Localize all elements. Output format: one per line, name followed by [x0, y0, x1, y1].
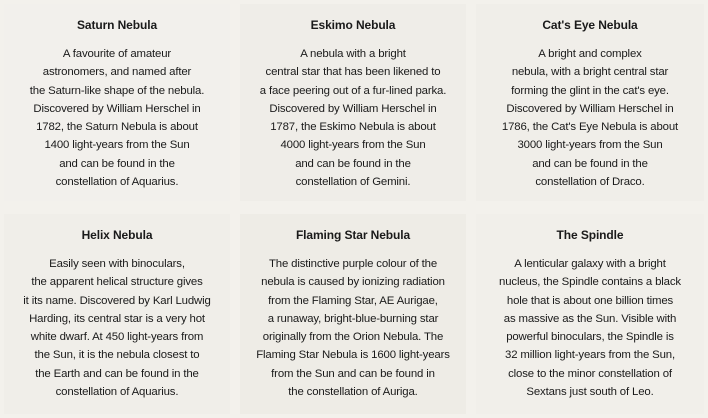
description-line: The distinctive purple colour of the [268, 258, 438, 270]
description-line: from the Flaming Star, AE Aurigae, [268, 294, 438, 307]
description-line: 3000 light-years from the Sun [517, 139, 663, 152]
description-line: 32 million light-years from the Sun, [505, 349, 675, 362]
description-line: constellation of Gemini. [295, 176, 411, 189]
card-description [4, 255, 230, 401]
description-line: Discovered by William Herschel in [269, 102, 437, 115]
description-line: Harding, its central star is a very hot [29, 312, 205, 325]
card-description [240, 45, 466, 191]
description-line: constellation of Aquarius. [55, 386, 179, 399]
description-line: A favourite of amateur [62, 48, 172, 60]
description-line: as massive as the Sun. Visible with [503, 312, 677, 325]
description-line: powerful binoculars, the Spindle is [506, 331, 674, 344]
card-description [476, 45, 704, 191]
card-flaming-star-nebula [240, 214, 466, 414]
description-line: Easily seen with binoculars, [49, 258, 185, 270]
description-line: Discovered by William Herschel in [33, 102, 201, 115]
card-description [476, 255, 704, 401]
description-line: constellation of Draco. [535, 176, 645, 189]
card-description [240, 255, 466, 401]
description-line: nucleus, the Spindle contains a black [499, 276, 681, 289]
description-line: nebula, with a bright central star [511, 66, 669, 79]
description-line: the Sun, it is the nebula closest to [34, 349, 200, 362]
description-line: 4000 light-years from the Sun [280, 139, 426, 152]
description-line: Sextans just south of Leo. [526, 386, 654, 399]
description-line: a face peering out of a fur-lined parka. [259, 84, 447, 97]
card-title: Flaming Star Nebula [295, 228, 411, 242]
description-line: A bright and complex [538, 48, 642, 60]
description-line: nebula is caused by ionizing radiation [261, 276, 445, 289]
card-the-spindle [476, 214, 704, 414]
description-line: and can be found in the [59, 157, 175, 170]
description-line: Discovered by William Herschel in [506, 102, 674, 115]
description-line: it its name. Discovered by Karl Ludwig [23, 294, 211, 307]
description-line: originally from the Orion Nebula. The [262, 331, 444, 344]
description-line: and can be found in the [295, 157, 411, 170]
description-line: a runaway, bright-blue-burning star [267, 312, 439, 325]
description-line: astronomers, and named after [42, 66, 192, 79]
description-line: central star that has been likened to [265, 66, 441, 79]
description-line: Flaming Star Nebula is 1600 light-years [256, 349, 450, 362]
card-saturn-nebula [4, 4, 230, 201]
description-line: close to the minor constellation of [508, 367, 672, 380]
description-line: the Saturn-like shape of the nebula. [29, 84, 205, 97]
description-line: the apparent helical structure gives [31, 276, 203, 289]
description-line: and can be found in the [532, 157, 648, 170]
description-line: A lenticular galaxy with a bright [514, 258, 666, 270]
description-line: 1400 light-years from the Sun [44, 139, 190, 152]
description-line: hole that is about one billion times [506, 294, 674, 307]
description-line: A nebula with a bright [300, 48, 406, 60]
description-line: forming the glint in the cat's eye. [511, 84, 669, 97]
description-line: 1786, the Cat's Eye Nebula is about [501, 121, 679, 134]
card-description [4, 45, 230, 191]
description-line: the constellation of Auriga. [288, 386, 418, 399]
description-line: 1782, the Saturn Nebula is about [36, 121, 198, 134]
description-line: 1787, the Eskimo Nebula is about [270, 121, 436, 134]
card-title: Eskimo Nebula [310, 18, 396, 32]
description-line: constellation of Aquarius. [55, 176, 179, 189]
description-line: white dwarf. At 450 light-years from [30, 331, 204, 344]
card-cats-eye-nebula [476, 4, 704, 201]
card-title: Saturn Nebula [76, 18, 158, 32]
card-title: Cat's Eye Nebula [542, 18, 638, 32]
description-line: from the Sun and can be found in [271, 367, 435, 380]
description-line: the Earth and can be found in the [35, 367, 199, 380]
card-helix-nebula [4, 214, 230, 414]
card-eskimo-nebula [240, 4, 466, 201]
card-title: The Spindle [556, 228, 624, 242]
card-title: Helix Nebula [81, 228, 153, 242]
